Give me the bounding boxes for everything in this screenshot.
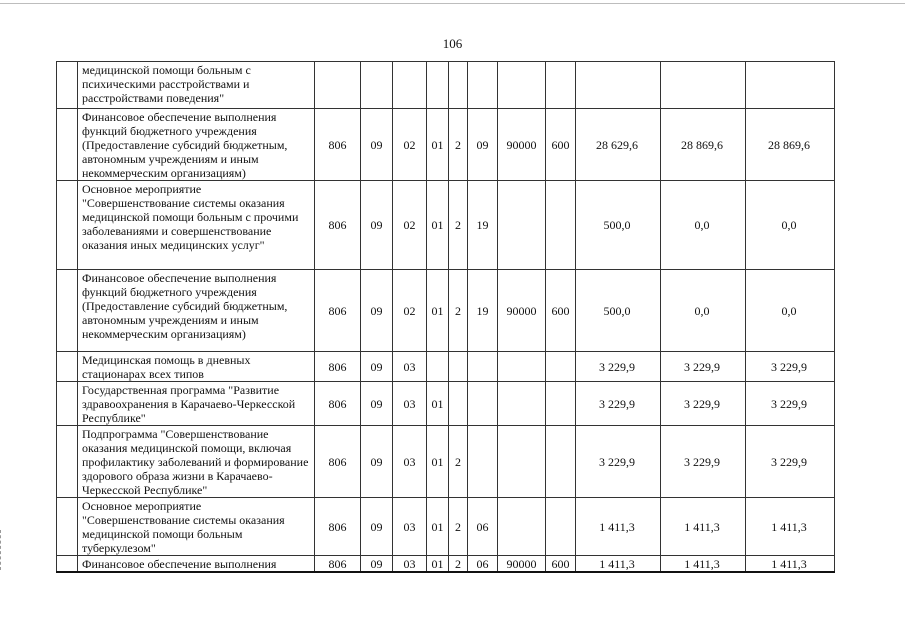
amount-year-1-cell: 3 229,9 xyxy=(576,382,661,426)
subsection-cell: 03 xyxy=(393,498,427,556)
program-cell: 01 xyxy=(427,181,449,270)
subsection-cell: 02 xyxy=(393,181,427,270)
ministry-cell: 806 xyxy=(315,270,361,352)
subprogram-cell: 2 xyxy=(449,426,468,498)
description-cell: Финансовое обеспечение выполнения xyxy=(78,556,315,573)
activity-cell: 09 xyxy=(468,109,498,181)
section-cell: 09 xyxy=(361,352,393,382)
ministry-cell: 806 xyxy=(315,382,361,426)
subprogram-cell xyxy=(449,62,468,109)
table-row xyxy=(57,109,835,181)
amount-year-3-cell: 1 411,3 xyxy=(746,498,835,556)
amount-year-3-cell: 0,0 xyxy=(746,270,835,352)
row-number-cell xyxy=(57,556,78,573)
description-cell: Основное мероприятие "Совершенствование системы оказания медицинской помощи больным туберкулезом" xyxy=(78,498,315,556)
table-row xyxy=(57,426,835,498)
description-cell: Государственная программа "Развитие здравоохранения в Карачаево-Черкесской Республике" xyxy=(78,382,315,426)
amount-year-2-cell: 3 229,9 xyxy=(661,382,746,426)
program-cell: 01 xyxy=(427,498,449,556)
budget-table xyxy=(56,61,835,573)
amount-year-3-cell: 28 869,6 xyxy=(746,109,835,181)
section-cell: 09 xyxy=(361,498,393,556)
subprogram-cell: 2 xyxy=(449,181,468,270)
amount-year-2-cell: 1 411,3 xyxy=(661,498,746,556)
amount-year-1-cell: 1 411,3 xyxy=(576,498,661,556)
page-number: 106 xyxy=(442,36,463,51)
amount-year-3-cell: 1 411,3 xyxy=(746,556,835,573)
subsection-cell: 02 xyxy=(393,270,427,352)
expense-type-cell xyxy=(546,382,576,426)
amount-year-2-cell: 3 229,9 xyxy=(661,426,746,498)
direction-code-cell xyxy=(498,352,546,382)
amount-year-1-cell: 1 411,3 xyxy=(576,556,661,573)
activity-cell xyxy=(468,426,498,498)
row-number-cell xyxy=(57,109,78,181)
direction-code-cell: 90000 xyxy=(498,270,546,352)
budget-table-body xyxy=(57,62,835,573)
amount-year-3-cell: 3 229,9 xyxy=(746,352,835,382)
ministry-cell: 806 xyxy=(315,109,361,181)
direction-code-cell: 90000 xyxy=(498,109,546,181)
row-number-cell xyxy=(57,426,78,498)
program-cell xyxy=(427,352,449,382)
description-cell: Подпрограмма "Совершенствование оказания медицинской помощи, включая профилактику заболеваний и формирование здорового образа жизни в Карачаево-Черкесской Республике" xyxy=(78,426,315,498)
amount-year-3-cell: 0,0 xyxy=(746,181,835,270)
activity-cell: 19 xyxy=(468,270,498,352)
subsection-cell: 03 xyxy=(393,382,427,426)
program-cell xyxy=(427,62,449,109)
section-cell xyxy=(361,62,393,109)
direction-code-cell xyxy=(498,62,546,109)
expense-type-cell: 600 xyxy=(546,270,576,352)
description-cell: Основное мероприятие "Совершенствование системы оказания медицинской помощи больным с прочими заболеваниями и совершенствование оказания иных медицинских услуг" xyxy=(78,181,315,270)
table-row xyxy=(57,181,835,270)
subprogram-cell xyxy=(449,382,468,426)
row-number-cell xyxy=(57,270,78,352)
program-cell: 01 xyxy=(427,556,449,573)
amount-year-2-cell: 0,0 xyxy=(661,270,746,352)
expense-type-cell xyxy=(546,498,576,556)
amount-year-2-cell: 28 869,6 xyxy=(661,109,746,181)
row-number-cell xyxy=(57,382,78,426)
expense-type-cell xyxy=(546,181,576,270)
section-cell: 09 xyxy=(361,556,393,573)
program-cell: 01 xyxy=(427,426,449,498)
section-cell: 09 xyxy=(361,382,393,426)
amount-year-2-cell: 3 229,9 xyxy=(661,352,746,382)
amount-year-1-cell xyxy=(576,62,661,109)
subprogram-cell: 2 xyxy=(449,498,468,556)
description-cell: Финансовое обеспечение выполнения функций бюджетного учреждения (Предоставление субсидий бюджетным, автономным учреждениям и иным некоммерческим организациям) xyxy=(78,270,315,352)
expense-type-cell xyxy=(546,426,576,498)
ministry-cell: 806 xyxy=(315,181,361,270)
activity-cell: 19 xyxy=(468,181,498,270)
subsection-cell: 02 xyxy=(393,109,427,181)
binding-edge-mark xyxy=(0,530,3,570)
amount-year-1-cell: 3 229,9 xyxy=(576,426,661,498)
section-cell: 09 xyxy=(361,109,393,181)
activity-cell: 06 xyxy=(468,556,498,573)
program-cell: 01 xyxy=(427,109,449,181)
section-cell: 09 xyxy=(361,426,393,498)
section-cell: 09 xyxy=(361,181,393,270)
activity-cell xyxy=(468,382,498,426)
row-number-cell xyxy=(57,498,78,556)
ministry-cell xyxy=(315,62,361,109)
amount-year-3-cell: 3 229,9 xyxy=(746,426,835,498)
subsection-cell xyxy=(393,62,427,109)
expense-type-cell xyxy=(546,62,576,109)
page-top-rule xyxy=(0,3,905,4)
direction-code-cell xyxy=(498,382,546,426)
expense-type-cell: 600 xyxy=(546,556,576,573)
amount-year-2-cell: 1 411,3 xyxy=(661,556,746,573)
table-row xyxy=(57,62,835,109)
ministry-cell: 806 xyxy=(315,352,361,382)
row-number-cell xyxy=(57,62,78,109)
subsection-cell: 03 xyxy=(393,426,427,498)
table-row xyxy=(57,382,835,426)
activity-cell xyxy=(468,352,498,382)
description-cell: Финансовое обеспечение выполнения функций бюджетного учреждения (Предоставление субсидий бюджетным, автономным учреждениям и иным некоммерческим организациям) xyxy=(78,109,315,181)
amount-year-1-cell: 500,0 xyxy=(576,270,661,352)
description-cell: Медицинская помощь в дневных стационарах всех типов xyxy=(78,352,315,382)
ministry-cell: 806 xyxy=(315,498,361,556)
amount-year-3-cell xyxy=(746,62,835,109)
amount-year-3-cell: 3 229,9 xyxy=(746,382,835,426)
expense-type-cell xyxy=(546,352,576,382)
activity-cell: 06 xyxy=(468,498,498,556)
subsection-cell: 03 xyxy=(393,556,427,573)
subprogram-cell: 2 xyxy=(449,109,468,181)
amount-year-1-cell: 28 629,6 xyxy=(576,109,661,181)
amount-year-1-cell: 3 229,9 xyxy=(576,352,661,382)
program-cell: 01 xyxy=(427,382,449,426)
table-row xyxy=(57,556,835,573)
expense-type-cell: 600 xyxy=(546,109,576,181)
direction-code-cell xyxy=(498,181,546,270)
table-row xyxy=(57,270,835,352)
table-row xyxy=(57,498,835,556)
subprogram-cell: 2 xyxy=(449,270,468,352)
direction-code-cell: 90000 xyxy=(498,556,546,573)
amount-year-1-cell: 500,0 xyxy=(576,181,661,270)
ministry-cell: 806 xyxy=(315,556,361,573)
ministry-cell: 806 xyxy=(315,426,361,498)
subprogram-cell: 2 xyxy=(449,556,468,573)
description-cell: медицинской помощи больным с психическими расстройствами и расстройствами поведения" xyxy=(78,62,315,109)
direction-code-cell xyxy=(498,426,546,498)
subprogram-cell xyxy=(449,352,468,382)
table-row xyxy=(57,352,835,382)
activity-cell xyxy=(468,62,498,109)
direction-code-cell xyxy=(498,498,546,556)
row-number-cell xyxy=(57,352,78,382)
subsection-cell: 03 xyxy=(393,352,427,382)
amount-year-2-cell xyxy=(661,62,746,109)
section-cell: 09 xyxy=(361,270,393,352)
program-cell: 01 xyxy=(427,270,449,352)
amount-year-2-cell: 0,0 xyxy=(661,181,746,270)
row-number-cell xyxy=(57,181,78,270)
